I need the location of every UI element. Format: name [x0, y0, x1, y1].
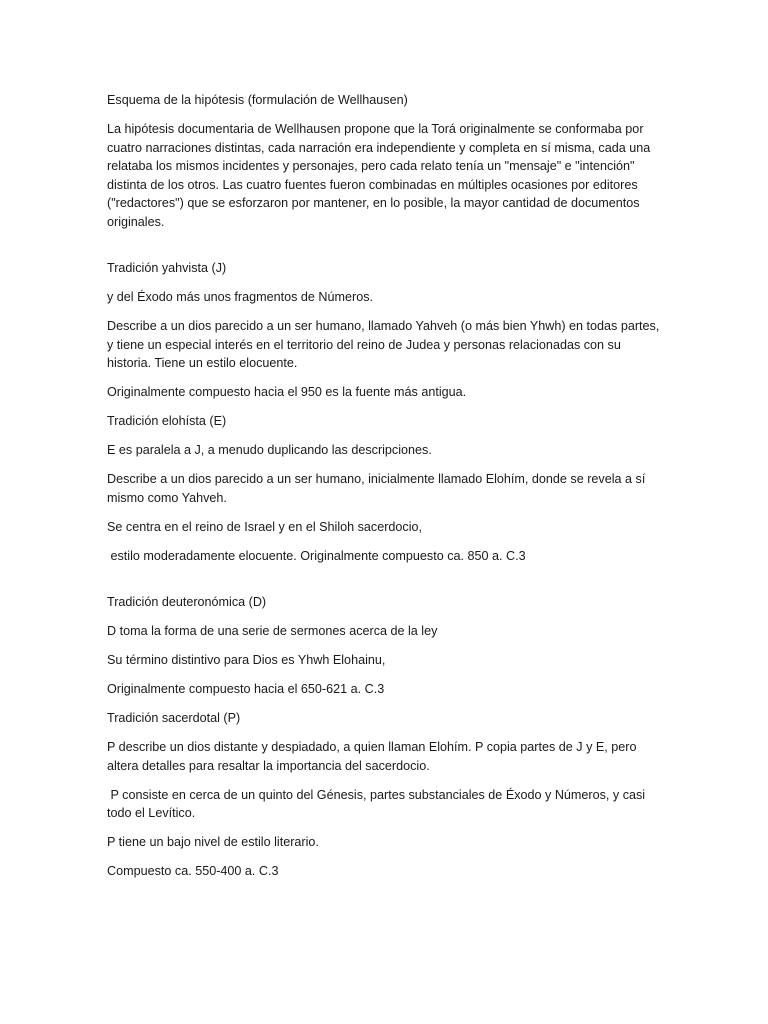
paragraph: Su término distintivo para Dios es Yhwh Elohainu, [107, 653, 386, 667]
paragraph: Compuesto ca. 550-400 a. C.3 [107, 864, 279, 878]
paragraph: P consiste en cerca de un quinto del Génesis, partes substanciales de Éxodo y Números, y casi todo el Levítico. [107, 787, 649, 820]
paragraph: P describe un dios distante y despiadado, a quien llaman Elohím. P copia partes de J y E, pero altera detalles para resaltar la importancia del sacerdocio. [107, 740, 637, 773]
document-body [107, 91, 667, 891]
section-heading-deuteronomica: Tradición deuteronómica (D) [107, 595, 267, 609]
paragraph: P tiene un bajo nivel de estilo literario. [107, 835, 319, 849]
document-title: Esquema de la hipótesis (formulación de Wellhausen) [107, 93, 408, 107]
paragraph: estilo moderadamente elocuente. Originalmente compuesto ca. 850 a. C.3 [107, 548, 526, 563]
paragraph: D toma la forma de una serie de sermones acerca de la ley [107, 624, 438, 638]
paragraph: Describe a un dios parecido a un ser humano, llamado Yahveh (o más bien Yhwh) en todas partes, y tiene un especial interés en el territorio del reino de Judea y personas relacionadas con su historia. Tiene un estilo elocuente. [107, 319, 660, 370]
paragraph: Originalmente compuesto hacia el 650-621 a. C.3 [107, 682, 385, 696]
section-heading-yahvista: Tradición yahvista (J) [107, 261, 227, 275]
paragraph: Describe a un dios parecido a un ser humano, inicialmente llamado Elohím, donde se revela a sí mismo como Yahveh. [107, 472, 646, 505]
intro-paragraph: La hipótesis documentaria de Wellhausen propone que la Torá originalmente se conformaba por cuatro narraciones distintas, cada narración era independiente y completa en sí misma, cada una relataba los mismos incidentes y personajes, pero cada relato tenía un "mensaje" e "intención" distinta de los otros. Las cuatro fuentes fueron combinadas en múltiples ocasiones por editores ("redactores") que se esforzaron por mantener, en lo posible, la mayor cantidad de documentos originales. [107, 122, 651, 229]
paragraph: Originalmente compuesto hacia el 950 es la fuente más antigua. [107, 385, 467, 399]
section-heading-sacerdotal: Tradición sacerdotal (P) [107, 711, 241, 725]
section-heading-elohista: Tradición elohísta (E) [107, 414, 227, 428]
paragraph: E es paralela a J, a menudo duplicando las descripciones. [107, 443, 432, 457]
paragraph: y del Éxodo más unos fragmentos de Números. [107, 290, 373, 304]
paragraph: Se centra en el reino de Israel y en el Shiloh sacerdocio, [107, 519, 423, 534]
